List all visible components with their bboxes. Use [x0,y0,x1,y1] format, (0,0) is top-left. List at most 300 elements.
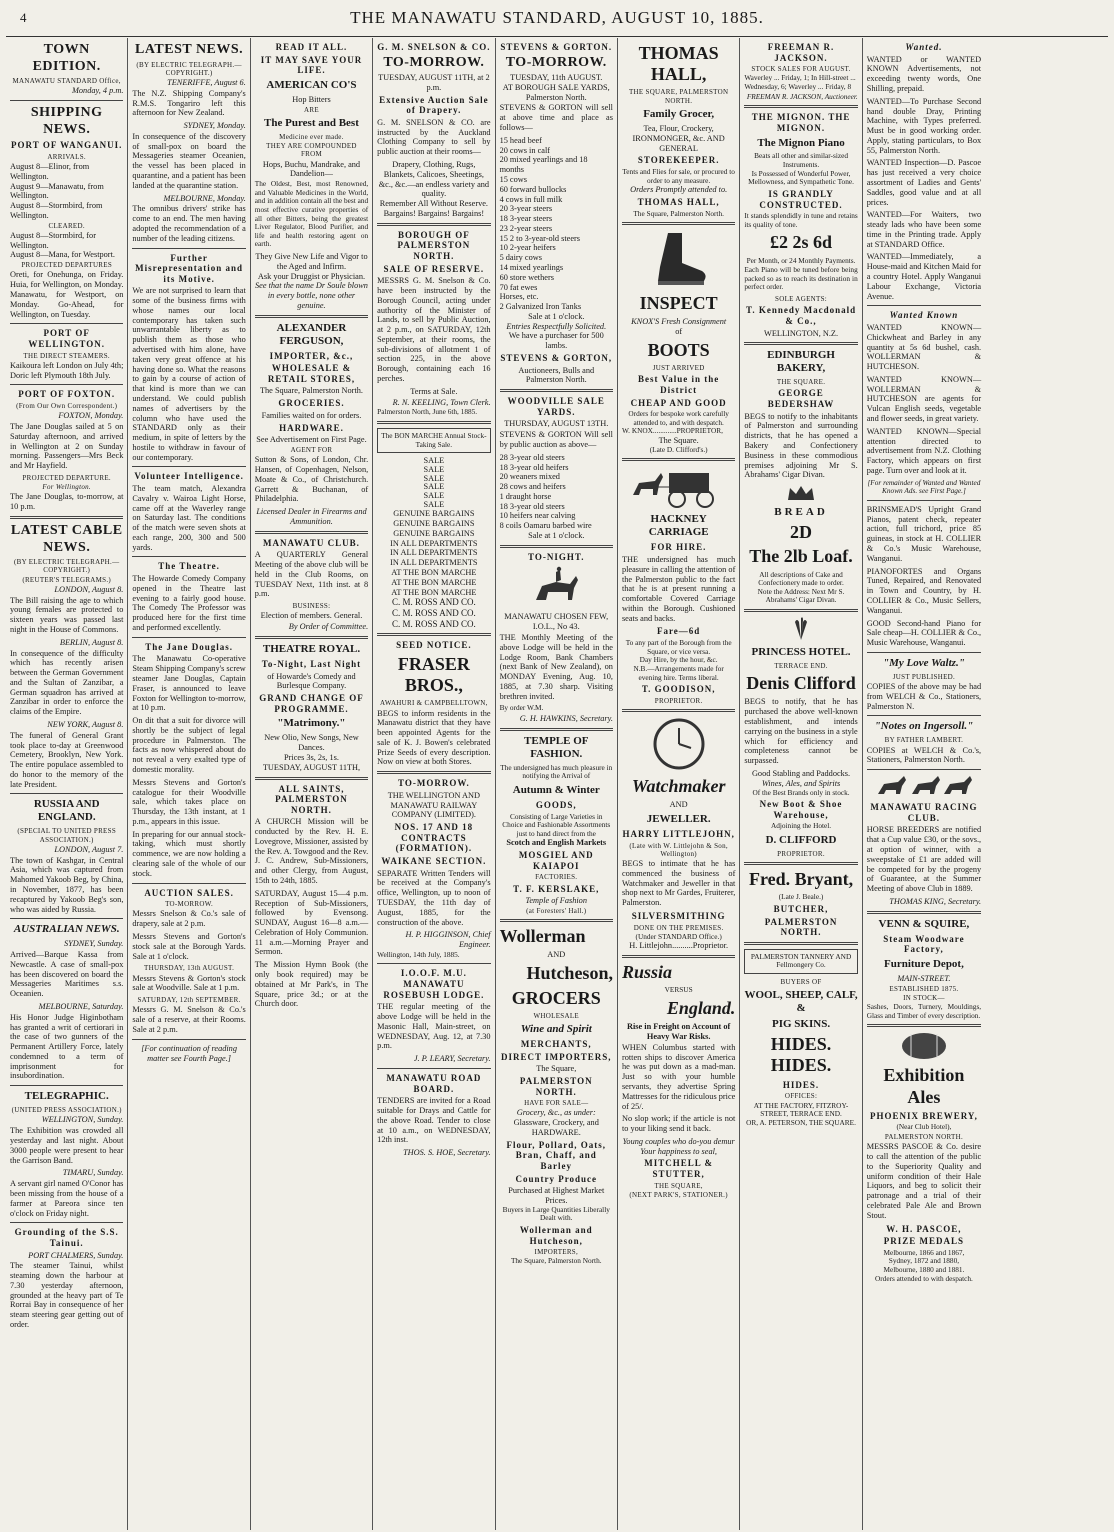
railway-company: THE WELLINGTON AND MANAWATU RAILWAY COMPANY (LIMITED). [387,790,481,820]
timaru-dateline: TIMARU, Sunday. [62,1168,124,1178]
bargains-label: Bargains! Bargains! Bargains! [383,208,485,218]
foresters-hall: (at Foresters' Hall.) [526,907,587,915]
tuesday-date: TUESDAY, AUGUST 11TH, [262,762,361,772]
auction-saturday: SATURDAY, 12th SEPTEMBER. [137,996,241,1005]
new-boot: New Boot & Shoe Warehouse, [759,799,843,820]
column-3 [251,38,373,1530]
page-number: 4 [20,10,28,25]
edinburgh-bakery: EDINBURGH BAKERY, [767,349,835,375]
each-piano: Each Piano will be tuned before being packed so as to reach its destination in perfect order. [744,265,858,292]
wellington-text: The Exhibition was crowded all yesterday and last night. About 3000 people were present to hear the Garrison Band. [10,1126,124,1165]
list-item: 18 3-year old steers [499,501,565,511]
russia-text: The town of Kashgar, in Central Asia, which was captured from Mahomed Yakoob Beg, by China, in November, 1877, has been recaptured by Yakoob Beg's son, who was aided by Russia. [10,855,124,914]
ross-and-co: C. M. ROSS AND CO. C. M. ROSS AND CO. C. M. ROSS AND CO. [391,597,476,629]
list-item: 20 mixed yearlings and 18 months [499,155,588,175]
russia-england-heading: RUSSIA AND ENGLAND. [33,798,100,824]
watchmaker: Watchmaker [631,775,726,796]
thursday-date: THURSDAY, AUGUST 13TH. [504,419,609,429]
temple-text: The undersigned has much pleasure in notifying the Arrival of [500,762,613,781]
george-text: BEGS to notify to the inhabitants of Palmerston and surrounding districts, that he has opened a Bakery and Confectionery Business in these commodious premises adjoining Mr S. Abrahams' Cigar Divan. [744,411,858,480]
fare-text: To any part of the Borough from the Square, or vice versa. [625,638,732,656]
jeweller: JEWELLER. [646,812,711,825]
telegraph-credit: (BY ELECTRIC TELEGRAPH.—COPYRIGHT.) [136,60,242,77]
thomas-king: THOMAS KING, Secretary. [889,896,982,906]
auction-text-2: Messrs Stevens and Gorton's stock sale at the Borough Yards. Sale at 1 o'clock. [132,932,246,961]
reserve-heading: SALE OF RESERVE. [383,263,485,274]
goods-list: Drapery, Clothing, Rugs, Blankets, Calicoes, Sheetings, &c., &c.—an endless variety and quality. [378,160,490,199]
list-item: August 8—Stormbird, for Wellington. [10,230,96,250]
loaf: The 2lb Loaf. [749,546,853,567]
arrived-label: ARRIVALS. [47,152,86,161]
of-label: of [675,327,683,337]
oddfellows-heading: I.O.O.F. M.U. MANAWATU ROSEBUSH LODGE. [383,968,485,1000]
harry-text: BEGS to intimate that he has commenced the business of Watchmaker and Jeweller in that shop next to Mr Gardes, Fruiterer, Palmerston. [621,859,736,908]
list-item: 23 2-year steers [499,223,553,233]
newyork-text: The funeral of General Grant took place to-day at Greenwood Cemetery, Brooklyn, New York. The entire populace assembled to do honor to the memory of the late President. [10,730,124,789]
list-item: 20 cows in calf [499,145,551,155]
russia-text: WHEN Columbus started with rotten ships to discover America he was put down as a mad-man. Just so with your humble servants, they advertise Spring Mattresses for the ridiculous price of 25/. [621,1042,736,1111]
hop-bitters: Hop Bitters [292,94,331,104]
berlin-text: In consequence of the difficulty which has recently arisen between the German Government and the Sultan of Zanzibar, a German squadron has arrived at Zanzibar in order to enforce the claims of the Empire. [10,648,124,717]
see-first: See Advertisement on First Page. [256,435,367,445]
ingredients: Hops, Buchu, Mandrake, and Dandelion— [262,159,361,179]
known-ad: WANTED KNOWN—Special attention directed to advertisement from N.Z. Clothing Factory, which appears on first page. Turn over and look at it. [866,426,982,475]
projected-departure-text: The Jane Douglas, to-morrow, at 10 p.m. [10,492,124,512]
russia-heading: Russia [621,962,672,983]
may-save-life: IT MAY SAVE YOUR LIFE. [260,54,363,76]
special-credit: (SPECIAL TO UNITED PRESS ASSOCIATION.) [17,827,117,844]
waikane-section: WAIKANE SECTION. [381,856,487,867]
genuine-bargains: GENUINE BARGAINS GENUINE BARGAINS GENUINE BARGAINS [393,509,475,538]
kerslake: T. F. KERSLAKE, [513,883,600,894]
see-that: See that the name Dr Soule blown in every bottle, none other genuine. [255,281,368,310]
clerk-date: Palmerston North, June 6th, 1885. [377,407,478,417]
newspaper-title: THE MANAWATU STANDARD, AUGUST 10, 1885. [350,8,764,27]
copies-text-2: COPIES at WELCH & Co.'s, Stationers, Palmerston North. [866,745,982,765]
column-8 [863,38,985,1530]
auction-tomorrow: TO-MORROW. [165,900,214,909]
melbourne-dateline: MELBOURNE, Saturday. [38,1002,124,1011]
mission-text: SATURDAY, August 15—4 p.m. Reception of Sub-Missioners, followed by Evensong. SUNDAY, August 16—8 a.m.—Celebration of Holy Communion. 11 a.m.—Morning Prayer and Sermon. [254,888,369,957]
arrangements: N.B.—Arrangements made for evening hire. Terms liberal. [633,663,724,682]
fraser-text: BEGS to inform residents in the Manawatu district that they have been appointed Agents for the sale of K. J. Bowen's celebrated Prize Seeds of every description. Now on view at both Stores. [377,708,491,767]
per-month: Per Month, or 24 Monthly Payments. [746,255,856,265]
read-it-all: READ IT ALL. [275,42,348,52]
copies-text: COPIES of the above may be had from WELCH & Co., Stationers, Palmerston N. [866,682,982,711]
under-standard: (Under STANDARD Office.) [635,931,722,941]
buyers-note: Buyers in Large Quantities Liberally Dealt with. [502,1204,610,1223]
direct-steamers-text: Kaikoura left London on July 4th; Doric left Plymouth 18th July. [10,360,124,380]
for-hire: FOR HIRE. [650,542,707,553]
storekeeper: STOREKEEPER. [637,155,720,166]
volunteer-text: The team match, Alexandra Cavalry v. Wairoa Light Horse, came off at the Waverley range on Saturday last. The conditions of the match were seven shots at each range, 200, 300 and 500 yards. [132,484,246,552]
telegraph-credit: (BY ELECTRIC TELEGRAPH.—COPYRIGHT.) [13,558,120,575]
higginson-date: Wellington, 14th July, 1885. [377,949,460,959]
telegraphic-heading: TELEGRAPHIC. [24,1090,109,1103]
timaru-text: A servant girl named O'Conor has been missing from the house of a farmer at Pareora since ten o'clock on Friday night. [10,1179,124,1218]
list-item: 10 heifers near calving [499,511,576,521]
groceries-label: GROCERIES. [278,398,345,409]
bryant-palmerston: PALMERSTON NORTH. [764,916,838,938]
list-item: August 8—Mana, for Westport. [10,250,115,260]
autumn-winter: Autumn & Winter [512,783,600,796]
mitchell-square: THE SQUARE, [654,1181,703,1190]
borough-heading: BOROUGH OF PALMERSTON NORTH. [397,229,471,261]
racing-club: MANAWATU RACING CLUB. [870,802,978,823]
reserve-text: MESSRS G. M. Snelson & Co. have been instructed by the Borough Council, acting under authority of the Minister of Lands, to sell by Public Auction, at 2 p.m., on SATURDAY, 12th September, at their rooms, the sub-divisions of allotment 1 of section 225, in the above Borough, containing each 16 perches. [377,276,491,383]
masthead-rule [6,36,1108,37]
foxton-dateline: FOXTON, Monday. [58,411,124,421]
clearances-list [10,231,123,260]
list-item: 15 2 to 3-year-old steers [499,233,581,243]
hop-text: The Oldest, Best, most Renowned, and Valuable Medicines in the World, and in addition contain all the best and most effective curative properties of all other Bitters, being the greatest Liver Regulator, Blood Purifier, and life and health restoring agent on earth. [254,179,369,249]
stocktake-text: In preparing for our annual stock-taking, which must shortly commence, we are now holding a clearing sale of the whole of our stock. [132,829,246,878]
reuters-credit: (REUTER'S TELEGRAMS.) [22,575,112,584]
tuesday-date: TUESDAY, 11th AUGUST. [510,73,603,83]
wool-sheep: WOOL, SHEEP, CALF, & [744,989,858,1015]
denis-clifford: Denis Clifford [746,673,856,694]
day-hire: Day Hire, by the hour, &c. [639,655,718,665]
purchased-prices: Purchased at Highest Market Prices. [508,1186,605,1205]
theatre-heading: The Theatre. [158,561,220,572]
list-item: 15 head beef [499,135,542,145]
bespoke: Orders for bespoke work carefully attended to, and with despatch. [628,409,729,427]
furniture-depot: Furniture Depot, [884,957,964,970]
silversmithing: SILVERSMITHING [631,910,726,921]
list-item: 2 Galvanized Iron Tanks [499,302,582,312]
in-stock: IN STOCK— [903,993,945,1002]
entries-solicited: Entries Respectfully Solicited. [506,321,607,331]
stevens-intro-2: STEVENS & GORTON Will sell by public auction as above— [499,430,613,449]
volunteer-heading: Volunteer Intelligence. [134,471,244,482]
sale-time: Sale at 1 o'clock. [528,530,585,540]
flour-etc: Flour, Pollard, Oats, Bran, Chaff, and Barley [506,1139,606,1171]
grounding-heading: Grounding of the S.S. Tainui. [14,1227,119,1248]
extensive-sale: Extensive Auction Sale of Drapery. [379,94,489,116]
sole-agents: SOLE AGENTS: [775,295,828,304]
butcher: BUTCHER, [773,904,829,915]
list-item: 18 3-year steers [499,214,553,224]
hackney-text: THE undersigned has much pleasure in calling the attention of the Palmerston public to the fact that he is at present running a comfortable Covered Carriage within the Borough. Cushioned seats and backs. [621,554,736,623]
medicine-label: Medicine ever made. [279,132,344,141]
grounding-text: The steamer Tainui, whilst steaming down the harbour at 7.30 yesterday afternoon, grounded at the heavy part of Te Rorrai Bay in consequence of her steam steering gear getting out of order. [10,1261,124,1329]
piano-price: £2 2s 6d [770,232,833,253]
bakery-square: THE SQUARE. [776,378,826,387]
list-item: August 9—Manawatu, from Wellington. [10,181,104,201]
near-club: (Near Club Hotel), [896,1122,952,1132]
list-item: 1 draught horse [499,491,552,501]
alex-wholesale: WHOLESALE & RETAIL STORES, [267,363,356,384]
stevens-heading: STEVENS & GORTON. [500,42,613,52]
tender-text: SEPARATE Written Tenders will be received at the Company's office, Wellington, up to noon of TUESDAY, the 11th day of August, 1885, for the construction of the above. [377,868,491,927]
auction-text-1: Messrs Snelson & Co.'s sale of drapery, sale at 2 p.m. [132,909,246,929]
grocers: GROCERS [511,987,601,1008]
auction-text-3: Messrs Stevens & Gorton's stock sale at Woodville. Sale at 1 p.m. [132,973,246,993]
sale-days: Waverley ... Friday, 1; In Hill-street ... Wednesday, 6; Waverley ... Friday, 8 [744,73,856,92]
latest-news-heading: LATEST NEWS. [134,42,244,57]
bon-marche-box: The BON MARCHE Annual Stock-Taking Sale. [377,428,490,453]
lodge-text: THE Monthly Meeting of the above Lodge will be held in the Lodge Room, Bank Chambers (next Bank of New Zealand), on MONDAY Evening, Aug. 10, 1885, at 7.30 sharp. Visiting brethren invited. [499,632,613,701]
freeman-sign: FREEMAN R. JACKSON, Auctioneer. [746,91,858,101]
shipping-heading: SHIPPING NEWS. [30,105,103,137]
list-item: 28 cows and heifers [499,482,566,492]
wines-ales: Wines, Ales, and Spirits [761,778,841,788]
australian-news-heading: AUSTRALIAN NEWS. [13,923,120,936]
kennedy: T. Kennedy Macdonald & Co., [745,305,857,326]
late-beale: (Late J. Beale.) [778,892,824,902]
tomorrow-heading: TO-MORROW. [505,54,607,70]
divorce-text: On dit that a suit for divorce will shortly be the subject of legal procedure in Palmerston. The facts as now whispered about do not reveal a very exalted type of domestic morality. [132,716,246,774]
wine-spirit: Wine and Spirit [520,1022,592,1035]
list-item: 4 cows in full milk [499,194,563,204]
foxton-text: The Jane Douglas sailed at 5 on Saturday afternoon, and arrived in Wellington at 2 on Sunday morning. Passengers—Mrs Beck and Mr Hayfield. [10,422,124,471]
lodge-text: THE regular meeting of the above Lodge will be held in the Masonic Hall, Main-street, on WEDNESDAY, Aug. 12, at 7.30 p.m. [377,1002,491,1051]
tents: Tents and Flies for sale, or procured to order to any measure. [622,166,735,185]
russia-dateline: LONDON, August 7. [54,844,124,854]
stabling: Good Stabling and Paddocks. [751,768,851,778]
alex-ferguson: ALEXANDER FERGUSON, [276,321,347,347]
fare: Fare—6d [656,626,701,637]
young-couples: Young couples who do-you demur Your happiness to seal, [622,1136,735,1156]
newyork-dateline: NEW YORK, August 8. [47,719,124,729]
auctioneers: Auctioneers, Bulls and Palmerston North. [518,365,595,385]
snelson-text: G. M. SNELSON & CO. are instructed by the Auckland Clothing Company to sell by public auction at their rooms— [377,117,491,157]
racing-text: HORSE BREEDERS are notified that a Cup value £30, or the sovs., at option of winner, with a sweepstake of £1 are added will be competed for by the progeny of Guarantee, at the Summer Meeting of above Club in 1889. [866,825,982,894]
borough-yards: AT BOROUGH SALE YARDS, Palmerston North. [502,82,610,102]
grand-change: GRAND CHANGE OF PROGRAMME. [259,693,364,714]
give-life: They Give New Life and Vigor to the Aged and Infirm. [255,251,368,271]
freeman-heading: FREEMAN R. JACKSON. [767,42,835,63]
george-bedershaw: GEORGE BEDERSHAW [767,388,835,410]
list-item: 20 weaners mixed [499,472,560,482]
best-brands: Of the Best Brands only in stock. [752,787,850,797]
venn-squire: VENN & SQUIRE, [878,917,970,930]
fred-bryant: Fred. Bryant, [748,869,854,890]
alex-address: The Square, Palmerston North. [259,386,363,396]
road-board: MANAWATU ROAD BOARD. [386,1073,482,1094]
wanted-ad: WANTED—To Purchase Second hand double Dray, Printing Machine, with Types preferred. Must be in good working order. Apply, stating particulars, to Box 55, Palmerston North. [866,96,982,155]
latest-cable-heading: LATEST CABLE NEWS. [10,523,123,555]
medal-melbourne: Melbourne, 1866 and 1867, [883,1247,965,1257]
racing-horses-illustration [874,774,974,798]
stock-sales: STOCK SALES FOR AUGUST. [751,65,851,74]
column-1 [6,38,128,1530]
established: ESTABLISHED 1875. [889,984,959,993]
further-text: We are not surprised to learn that some of the business firms with whose names our local contemporary has taken such unwarrantable liberty as to publish them as those who advertised with him alone, have taken very great offence at his having done so. What the reasons to gain by a course of action of that kind is more than we can understand. We could publish names of advertisers by the column who have used the STANDARD only as their medium, in spite of letters by the hostile to withdraw in favour of our contemporary. [132,286,246,462]
the-square: The Square, [536,1064,577,1074]
list-item: 60 store wethers [499,272,554,282]
column-7 [740,38,862,1530]
prize-medals: PRIZE MEDALS [883,1236,965,1247]
new-olio: New Olio, New Songs, New Dances. [264,733,359,753]
terrace-end: TERRACE END. [774,662,828,670]
harry-sign: H. Littlejohn..........Proprietor. [629,941,729,951]
brinsmead-ad: BRINSMEAD'S Upright Grand Pianos, patent check, repeater action, full trichord, price 85 guineas, in stock at H. COLLIER & Co.'s Music Warehouse, Wanganui. [866,504,982,563]
list-item: 70 fat ewes [499,282,538,292]
by-order: By Order of Committee. [288,622,369,632]
remainder-note: [For remainder of Wanted and Wanted Known Ads. see First Page.] [867,477,981,496]
glassware: Glassware, Crockery, and HARDWARE. [513,1118,599,1137]
woodville-heading: WOODVILLE SALE YARDS. [507,396,605,417]
exhibition-ales: Exhibition Ales [883,1065,965,1107]
for-wellington: For Wellington. [42,483,91,492]
prices: Prices 3s, 2s, 1s. [284,752,339,762]
port-wanganui: PORT OF WANGANUI. [11,140,123,151]
american-co: AMERICAN CO'S [266,78,357,91]
wellington-dateline: WELLINGTON, Sunday. [41,1115,124,1125]
all-departments: IN ALL DEPARTMENTS IN ALL DEPARTMENTS IN ALL DEPARTMENTS [390,538,478,568]
all-descriptions: All descriptions of Cake and Confectionery made to order. [758,569,844,588]
list-item: August 8—Elinor, from Wellington. [10,161,90,181]
jane-douglas-heading: The Jane Douglas. [145,641,233,652]
purest-best: The Purest and Best [264,116,359,129]
licensed-dealer: Licensed Dealer in Firearms and Ammunition. [256,507,367,526]
masthead [0,0,1114,36]
carriage-illustration [629,465,729,509]
list-item: 60 forward bullocks [499,184,567,194]
further-heading: Further Misrepresentation and its Motive. [135,252,244,284]
list-item: Horses, etc. [499,292,539,302]
business-label: BUSINESS: [292,602,331,611]
sydney-text: Arrived—Barque Kassa from Newcastle. A case of small-pox has been discovered on board the Messageries Maritimes s.s. Oceanien. [10,950,124,999]
theatre-royal: THEATRE ROYAL. [262,643,361,656]
auction-thursday: THURSDAY, 13th AUGUST. [144,964,235,973]
column-6 [618,38,740,1530]
hardware-label: HARDWARE. [279,422,344,433]
hawkins: G. H. HAWKINS, Secretary. [519,714,613,724]
teneriffe-dateline: TENERIFFE, August 6. [167,78,246,88]
main-street: MAIN-STREET. [897,973,951,983]
hides-label: HIDES. [782,1079,820,1090]
wanted-ad: WANTED or WANTED KNOWN Advertisements, not exceeding twenty words, One Shilling, prepaid. [866,54,982,93]
wanted-ad: WANTED—Immediately, a House-maid and Kitchen Maid for a country Hotel. Apply Wanganui Labour Exchange, Victoria Avenue. [866,252,982,301]
london-dateline: LONDON, August 8. [54,584,124,594]
pianofortes-ad: PIANOFORTES and Organs Tuned, Repaired, and Renovated in Town and Country, by H. COLLIER & Co., Music Sellers, Wanganui. [866,566,982,615]
stock-list-2 [500,453,613,531]
grandly-constructed: IS GRANDLY CONSTRUCTED. [759,188,843,210]
temple-of-fashion: TEMPLE OF FASHION. [524,734,589,760]
melbourne-text: His Honor Judge Higinbotham has granted a writ of certiorari in the case of two gunners of the Permanent Artillery Force, lately condemned to a term of imprisonment for insubordination. [10,1012,124,1081]
church-text: A CHURCH Mission will be conducted by the Rev. H. E. Lovegrove, Missioner, assisted by the Rev. A. Towgood and the Rev. J. C. Andrew, Sub-Missioners, and other Clergy, from August, 15th to 24th, 1885. [254,817,369,886]
have-for-sale: HAVE FOR SALE— [524,1099,589,1108]
purchaser-note: We have a purchaser for 500 lambs. [508,331,604,351]
phoenix-brewery: PHOENIX BREWERY, [869,1110,978,1121]
late-littlejohn: (Late with W. Littlejohn & Son, Wellington) [629,841,728,858]
alex-importer: IMPORTER, &c., [269,350,354,361]
projected-label: PROJECTED DEPARTURES [21,261,113,270]
love-waltz: "My Love Waltz." [883,656,965,669]
higginson: H. P. HIGGINSON, Chief Engineer. [405,930,491,950]
stock-list [500,136,613,322]
hides-hides: HIDES. HIDES. [770,1034,832,1076]
business-text: Election of members. General. [260,611,363,621]
barrel-illustration [899,1031,949,1061]
town-edition-heading: TOWN EDITION. [32,42,101,74]
contracts: NOS. 17 AND 18 CONTRACTS (FORMATION). [394,822,474,854]
list-item: 20 3-year steers [499,204,553,214]
berlin-dateline: BERLIN, August 8. [59,637,124,647]
medal-melbourne-2: Melbourne, 1880 and 1881. [883,1264,965,1274]
hall-sign: THOMAS HALL, [637,196,720,207]
list-item: August 8—Stormbird, from Wellington. [10,201,103,220]
denis-text: BEGS to notify, that he has purchased the above well-known establishment, and intends carrying on the business in a style which for efficiency and completeness cannot be surpassed. [744,697,858,766]
list-item: 18 3-year old heifers [499,462,569,472]
sydney-text: In consequence of the discovery of small-pox on board the Messageries steamer Oceanien, the vessel has been placed in quarantine, and a patient has been landed at the quarantine station. [132,131,246,190]
wholesale: WHOLESALE [533,1011,579,1020]
ask-druggist: Ask your Druggist or Physician. [257,271,366,281]
families-label: Families waited on for orders. [261,410,362,420]
importers: IMPORTERS, [534,1248,579,1257]
orders-despatch: Orders attended to with despatch. [874,1273,973,1283]
mignon-text: Beats all other and similar-sized Instruments. [754,151,848,170]
chosen-few-lodge: MANAWATU CHOSEN FEW, I.O.L., No 43. [504,612,609,632]
stock-text: Sashes, Doors, Turnery, Mouldings, Glass and Timber of every description. [866,1002,982,1020]
palmerston: PALMERSTON NORTH. [519,1075,593,1097]
known-ad: WANTED KNOWN—Chickwheat and Barley in any quantity at 5s 6d bushel, cash. WOLLERMAN & HUTCHESON. [866,322,982,372]
late-clifford: (Late D. Clifford's.) [649,444,708,454]
road-text: TENDERS are invited for a Road suitable for Drays and Cattle for the above Road. Tender to close at 10 a.m., on WEDNESDAY, 12th inst. [377,1096,491,1145]
pascoe-text: MESSRS PASCOE & Co. desire to call the attention of the public to the Superiority Quality and uniform condition of their Hale Liquors, and beg to solicit their patronage and a trial of their celebrated Pale Ale and Brown Stout. [866,1142,982,1220]
howarde-company: of Howarde's Comedy and Burlesque Company. [267,671,356,691]
jane-douglas-text: The Manawatu Co-operative Steam Shipping Company's screw steamer Jane Douglas, Captain Fraser, is announced to leave Foxton for Wellington to-morrow, at 10 p.m. [132,654,246,713]
remember-label: Remember All Without Reserve. [379,199,488,209]
boot-illustration [644,229,714,289]
tomorrow-heading: TO-MORROW. [383,54,485,70]
tannery-box: PALMERSTON TANNERY AND Fellmongery Co. [744,949,857,974]
upa-credit: (UNITED PRESS ASSOCIATION.) [11,1106,122,1115]
by-father: BY FATHER LAMBERT. [884,736,964,745]
list-item: 14 mixed yearlings [499,262,564,272]
teneriffe-text: The N.Z. Shipping Company's R.M.S. Tongariro left this afternoon for New Zealand. [132,88,246,118]
grounding-dateline: PORT CHALMERS, Sunday. [28,1250,124,1260]
no-slop: No slop work; if the article is not to your liking send it back. [621,1114,736,1134]
two-d: 2D [790,522,813,543]
goodison-proprietor: PROPRIETOR. [654,696,703,705]
agent-list: Sutton & Sons, of London, Chr. Hansen, of Copenhagen, Nelson, Moate & Co., of Christchurch. Garrett & Buchanan, of Philadelphia. [254,455,369,504]
projected-departure-label: PROJECTED DEPARTURE. [22,473,111,482]
thomas-hall: THOMAS HALL, [638,43,719,85]
best-value: Best Value in the District [638,374,720,395]
sale-vertical: SALE SALE SALE SALE SALE SALE [423,456,445,509]
cleared-label: CLEARED. [48,221,85,230]
factories: FACTORIES. [535,873,578,882]
projected-text: Oreti, for Onehunga, on Friday. Huia, for Wellington, on Monday. Manawatu, for Westport, on Monday. Go-Ahead, for Wellington, on Tuesday. [10,270,124,319]
the-square: The Square. [658,436,699,446]
offices: OFFICES: [784,1092,818,1101]
direct-steamers: THE DIRECT STEAMERS. [23,351,110,360]
stevens-intro: STEVENS & GORTON will sell at above time and place as follows— [499,103,613,133]
wanted-ad: WANTED Inspection—D. Pascoe has just received a very choice assortment of Ladies and Gents' Saddles, good value and at all prices. [866,158,982,207]
column-2 [128,38,250,1530]
pig-skins: PIG SKINS. [772,1018,831,1031]
tonight-heading: TO-NIGHT. [528,551,585,562]
factory-address: AT THE FACTORY, FITZROY-STREET, TERRACE END. [753,1100,849,1119]
melbourne-text: The omnibus drivers' strike has come to an end. The men having adopted the recommendation of a number of the leading citizens. [132,204,246,243]
next-parks: (NEXT PARK'S, STATIONER.) [629,1190,728,1199]
princess-hotel: PRINCESS HOTEL. [751,646,851,659]
wollerman: Wollerman [499,926,586,947]
scotch-english: Scotch and English Markets [506,838,607,848]
mignon-text-2: Is Possessed of Wonderful Power, Mellowness, and Sympathetic Tone. [748,168,854,187]
wellington: WELLINGTON, N.Z. [764,328,839,338]
hymn-text: The Mission Hymn Book (the only book required) may be obtained at Mr Park's, in The Square, price 3d.; or at the Church door. [254,960,369,1009]
medal-sydney: Sydney, 1872 and 1880, [888,1256,960,1266]
arrivals-list [10,162,123,221]
stevens-sign: STEVENS & GORTON, [500,353,613,363]
town-clerk: R. N. KEELING, Town Clerk. [392,397,491,407]
grocery-label: Grocery, &c., as under: [516,1108,596,1118]
are-label: ARE [304,105,319,114]
